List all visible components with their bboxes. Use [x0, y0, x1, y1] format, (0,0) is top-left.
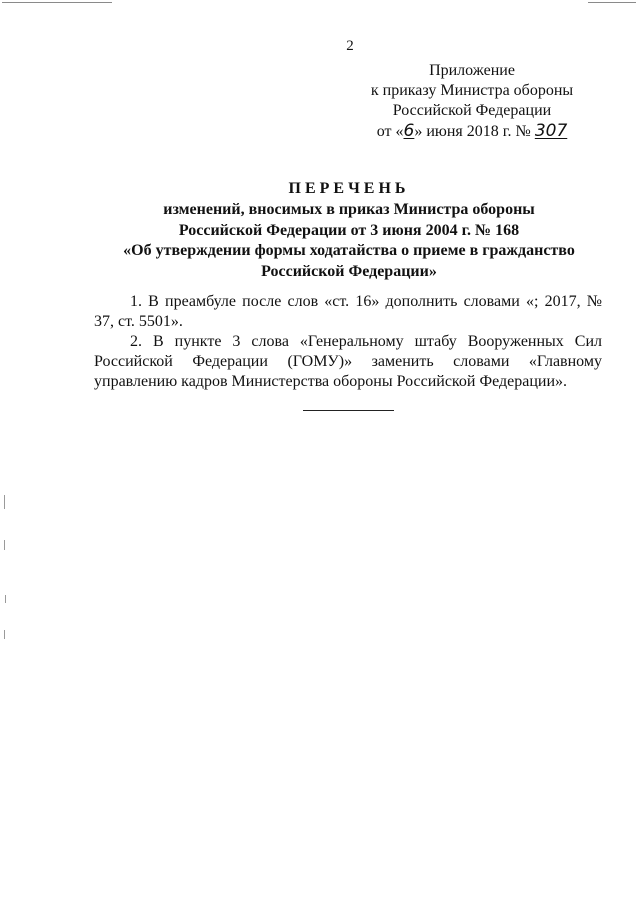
- title-line-3: «Об утверждении формы ходатайства о приеме в гражданство: [123, 242, 575, 259]
- appendix-date-line: [352, 121, 592, 142]
- title-line-2: Российской Федерации от 3 июня 2004 г. № 168: [178, 221, 520, 239]
- scan-edge-line: [2, 2, 112, 3]
- page-number: 2: [346, 38, 354, 54]
- title-heading: ПЕРЕЧЕНЬ: [288, 180, 410, 197]
- appendix-federation: Российской Федерации: [392, 102, 552, 119]
- paragraph-2: 2. В пункте 3 слова «Генеральному штабу Вооруженных Сил Российской Федерации (ГОМУ)» заменить словами «Главному управлению кадров Министерства обороны Российской Федерации».: [94, 333, 602, 390]
- scan-mark: [5, 595, 6, 603]
- document-body: [94, 292, 602, 392]
- appendix-block: [352, 61, 592, 142]
- date-day-handwritten: 6: [403, 121, 415, 141]
- appendix-title: Приложение: [429, 62, 515, 79]
- scan-mark: [4, 540, 5, 550]
- scan-mark: [4, 630, 5, 639]
- scan-edge-line-right: [588, 2, 636, 3]
- order-number-handwritten: 307: [534, 121, 568, 141]
- title-line-4: Российской Федерации»: [261, 262, 437, 280]
- paragraph-1: 1. В преамбуле после слов «ст. 16» дополнить словами «; 2017, № 37, ст. 5501».: [94, 293, 602, 330]
- appendix-order-ref: к приказу Министра обороны: [370, 82, 574, 99]
- date-prefix: от «: [376, 123, 404, 140]
- title-line-1: изменений, вносимых в приказ Министра обороны: [163, 201, 535, 218]
- scan-mark: [4, 495, 5, 509]
- end-separator-line: [303, 410, 394, 411]
- document-title: [88, 178, 610, 282]
- date-middle: » июня 2018 г. №: [414, 123, 531, 140]
